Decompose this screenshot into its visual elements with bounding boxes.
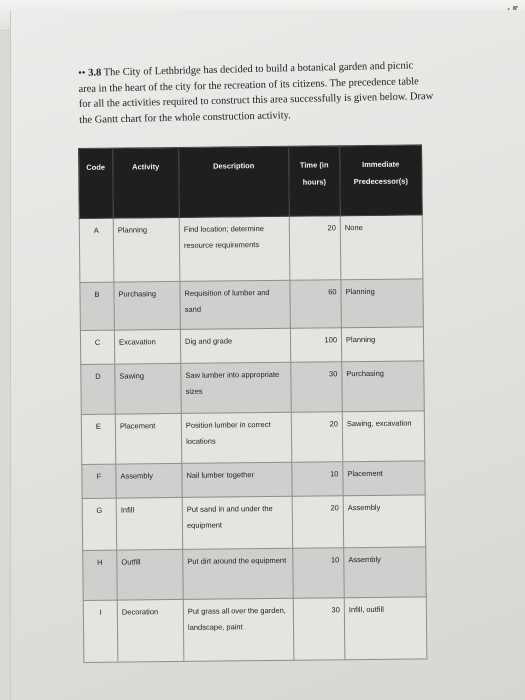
cell-code: C xyxy=(80,330,114,364)
cell-description: Saw lumber into appropriate sizes xyxy=(181,362,292,413)
cell-activity: Infill xyxy=(116,497,183,550)
cell-predecessors: Assembly xyxy=(343,495,426,548)
cell-predecessors: Assembly xyxy=(344,547,427,598)
cell-description: Dig and grade xyxy=(180,328,290,363)
cell-description: Put grass all over the garden, landscape, paint xyxy=(183,598,294,661)
precedence-table xyxy=(78,144,427,663)
cell-time: 10 xyxy=(293,548,345,599)
cell-time: 30 xyxy=(291,362,343,413)
cell-activity: Placement xyxy=(115,413,182,464)
cell-activity: Decoration xyxy=(117,599,184,662)
problem-statement: •• 3.8 The City of Lethbridge has decided to build a botanical garden and picnic area in the heart of the city for the recreation of its citizens. The precedence table for all the activities required to construct this area successfully is given below. Draw the Gantt chart for the whole construction activity. xyxy=(78,60,434,126)
header-description: Description xyxy=(178,146,289,217)
table-row xyxy=(83,547,427,601)
cell-description: Put sand in and under the equipment xyxy=(182,496,293,549)
cell-description: Nail lumber together xyxy=(182,462,292,497)
cell-predecessors: Placement xyxy=(343,461,425,496)
table-row xyxy=(82,495,426,551)
cell-time: 10 xyxy=(292,462,343,497)
cell-time: 30 xyxy=(293,598,345,661)
cell-activity: Outfill xyxy=(117,549,184,600)
cell-activity: Assembly xyxy=(116,463,182,498)
table-row xyxy=(81,361,425,415)
table-row xyxy=(81,411,425,465)
cell-code: G xyxy=(82,498,117,550)
cell-code: I xyxy=(83,600,118,662)
cell-code: E xyxy=(81,414,116,464)
cell-description: Position lumber in correct locations xyxy=(181,412,292,463)
cell-description: Requisition of lumber and sand xyxy=(180,280,290,329)
cell-time: 20 xyxy=(289,216,341,281)
cell-code: B xyxy=(80,282,115,330)
cell-activity: Sawing xyxy=(115,363,182,414)
cell-predecessors: Planning xyxy=(341,279,423,328)
header-time: Time (in hours) xyxy=(288,146,340,217)
cell-code: H xyxy=(83,550,118,600)
cell-predecessors: Sawing, excavation xyxy=(342,411,425,462)
cell-time: 100 xyxy=(290,328,341,363)
cell-predecessors: Infill, outfill xyxy=(344,597,427,660)
problem-number: 3.8 xyxy=(88,67,102,79)
cell-activity: Planning xyxy=(113,217,180,282)
header-activity: Activity xyxy=(113,147,180,218)
cell-time: 20 xyxy=(291,412,343,463)
table-row xyxy=(82,461,425,499)
cell-activity: Purchasing xyxy=(114,281,180,330)
problem-text: The City of Lethbridge has decided to build a botanical garden and picnic area in the heart of the city for the recreation of its citizens. The precedence table for all the activities required to construct this area successfully is given below. Draw the Gantt chart for the whole construction activity. xyxy=(78,60,434,126)
cell-predecessors: Planning xyxy=(341,327,423,362)
cell-description: Find location; determine resource requirements xyxy=(179,216,290,281)
cell-activity: Excavation xyxy=(114,329,180,364)
cell-time: 20 xyxy=(292,496,344,549)
header-code: Code xyxy=(79,148,114,218)
table-row xyxy=(83,597,427,663)
cell-code: F xyxy=(82,464,116,498)
table-row xyxy=(80,327,423,365)
table-row xyxy=(80,279,423,331)
cell-code: A xyxy=(79,218,114,282)
cell-predecessors: Purchasing xyxy=(342,361,425,412)
cell-description: Put dirt around the equipment xyxy=(183,548,294,599)
cell-predecessors: None xyxy=(340,215,423,280)
table-header-row xyxy=(79,145,423,219)
header-predecessors: Immediate Predecessor(s) xyxy=(339,145,422,216)
table-row xyxy=(79,215,423,283)
cell-time: 60 xyxy=(290,280,341,329)
cell-code: D xyxy=(81,364,116,414)
